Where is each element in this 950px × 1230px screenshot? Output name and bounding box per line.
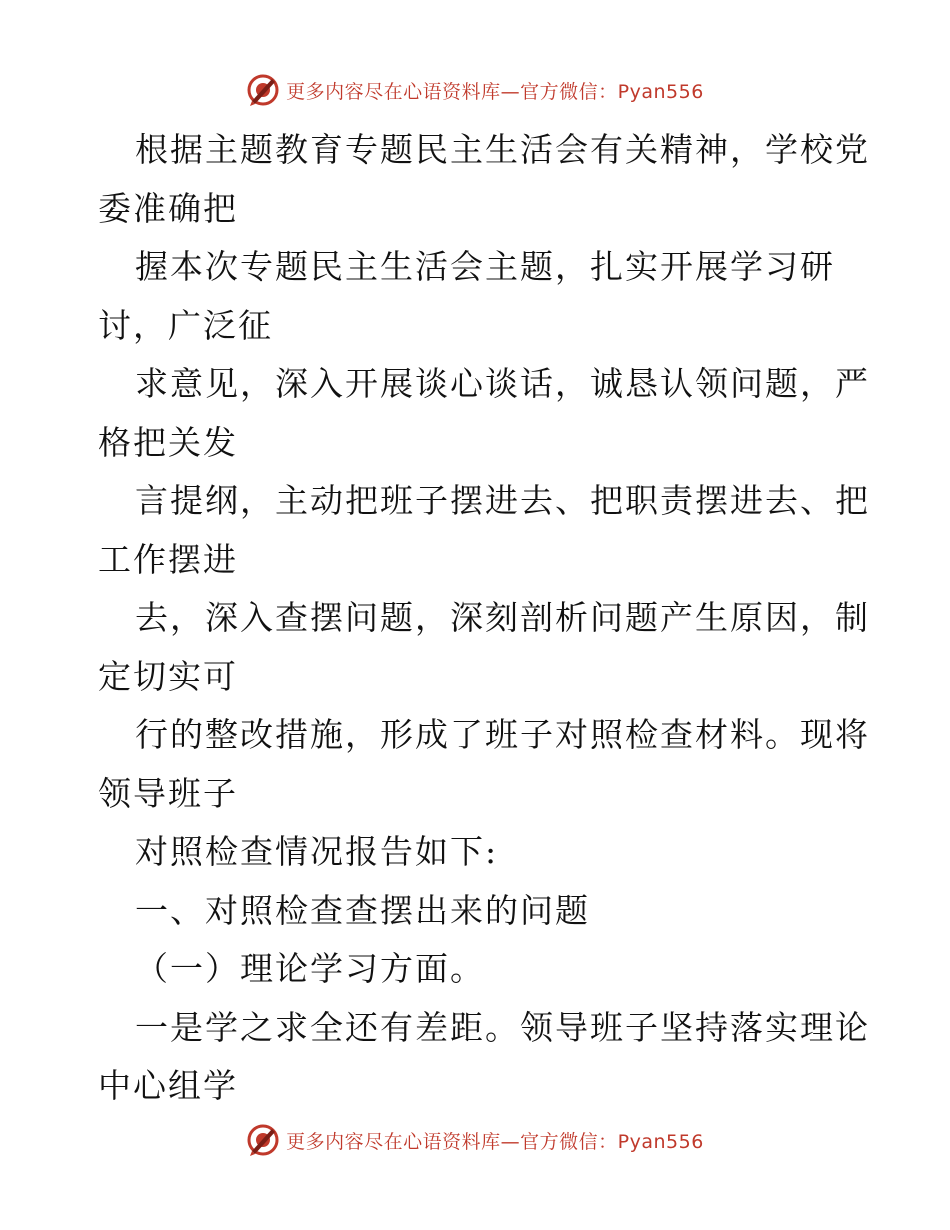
text-line: 求意见，深入开展谈心谈话，诚恳认领问题，严 <box>135 364 870 403</box>
text-line: 工作摆进 <box>98 539 238 579</box>
text-line: 握本次专题民主生活会主题，扎实开展学习研 <box>135 247 835 286</box>
subsection-heading: （一）理论学习方面。 <box>135 949 485 988</box>
header-banner-text: 更多内容尽在心语资料库—官方微信：Pyan556 <box>286 80 704 103</box>
text-line: 定切实可 <box>98 656 238 696</box>
footer-banner-text: 更多内容尽在心语资料库—官方微信：Pyan556 <box>286 1130 704 1153</box>
text-line: 一是学之求全还有差距。领导班子坚持落实理论 <box>135 1007 870 1047</box>
pen-logo-icon <box>246 73 280 107</box>
header-banner <box>0 70 950 110</box>
text-line: 根据主题教育专题民主生活会有关精神，学校党 <box>135 130 870 169</box>
text-line: 中心组学 <box>98 1066 238 1105</box>
footer-banner <box>0 1120 950 1160</box>
text-line: 去，深入查摆问题，深刻剖析问题产生原因，制 <box>135 598 870 637</box>
text-line: 行的整改措施，形成了班子对照检查材料。现将 <box>135 715 870 754</box>
body-text <box>98 121 870 1116</box>
section-heading: 一、对照检查查摆出来的问题 <box>135 890 590 930</box>
text-line: 讨，广泛征 <box>98 305 273 345</box>
pen-logo-icon <box>246 1123 280 1157</box>
text-line: 领导班子 <box>98 773 238 813</box>
text-line: 委准确把 <box>98 188 238 228</box>
text-line: 对照检查情况报告如下: <box>135 832 499 871</box>
text-line: 言提纲，主动把班子摆进去、把职责摆进去、把 <box>135 481 870 520</box>
text-line: 格把关发 <box>98 422 238 462</box>
